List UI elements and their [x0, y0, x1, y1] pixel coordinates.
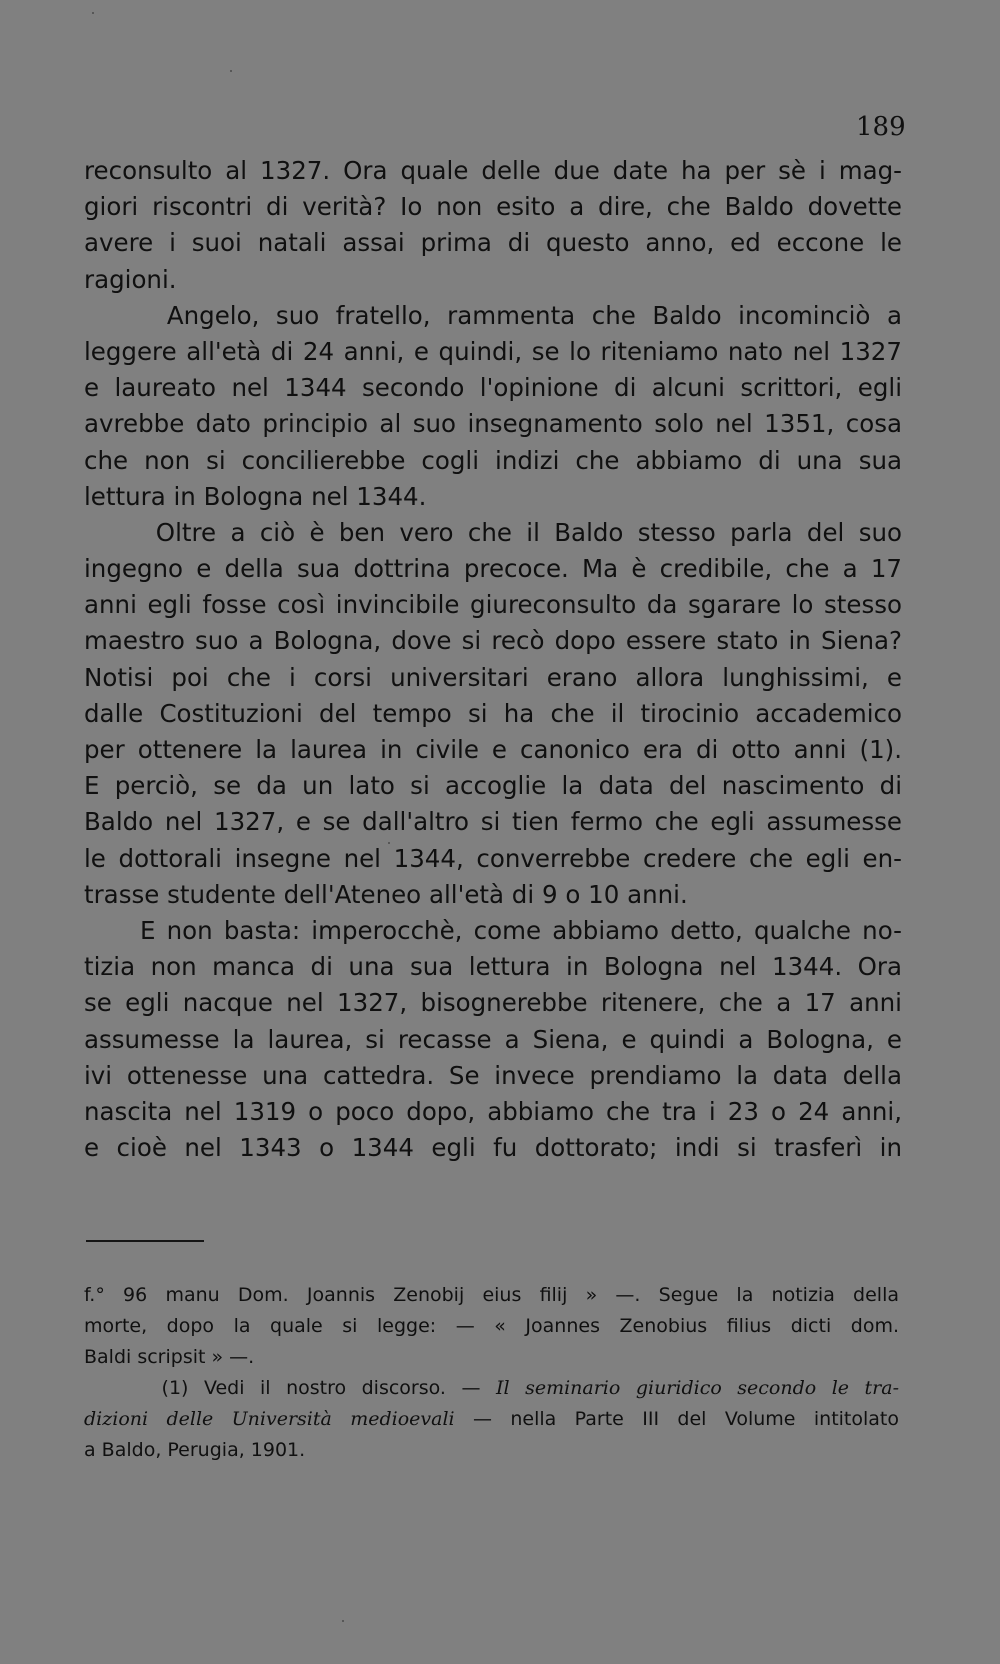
body-line: e laureato nel 1344 secondo l'opinione di alcuni scrittori, egli [84, 373, 902, 403]
footnote-text: — nella Parte III del Volume intitolato [454, 1408, 899, 1430]
footnote-title: dizioni delle Università medioevali [84, 1408, 455, 1430]
footnote-line [84, 1373, 899, 1404]
body-line: se egli nacque nel 1327, bisognerebbe ritenere, che a 17 anni [84, 988, 902, 1018]
body-line: ivi ottenesse una cattedra. Se invece prendiamo la data della [84, 1060, 902, 1090]
scan-speck [342, 1620, 344, 1622]
body-line: per ottenere la laurea in civile e canonico era di otto anni (1). [84, 735, 902, 764]
footnote-line: a Baldo, Perugia, 1901. [84, 1439, 306, 1461]
body-line: dalle Costituzioni del tempo si ha che il tirocinio accademico [84, 698, 902, 728]
body-line: anni egli fosse così invincibile giureconsulto da sgarare lo stesso [84, 590, 902, 620]
scan-speck [230, 70, 232, 72]
body-line: ingegno e della sua dottrina precoce. Ma è credibile, che a 17 [84, 554, 902, 584]
body-line: maestro suo a Bologna, dove si recò dopo essere stato in Siena? [84, 626, 902, 656]
scan-speck [388, 842, 390, 844]
body-line: reconsulto al 1327. Ora quale delle due date ha per sè i mag- [84, 156, 902, 185]
body-line: trasse studente dell'Ateneo all'età di 9 o 10 anni. [84, 879, 688, 909]
footnote-separator [86, 1240, 204, 1242]
footnote-line: Baldi scripsit » —. [84, 1346, 255, 1368]
footnote-line [84, 1404, 899, 1435]
footnote-line: f.° 96 manu Dom. Joannis Zenobij eius filij » —. Segue la notizia della [84, 1284, 899, 1306]
body-line: giori riscontri di verità? Io non esito a dire, che Baldo dovette [84, 192, 902, 222]
body-line: che non si concilierebbe cogli indizi che abbiamo di una sua [84, 445, 902, 475]
footnote-line: morte, dopo la quale si legge: — « Joannes Zenobius filius dicti dom. [84, 1315, 899, 1337]
body-line: avrebbe dato principio al suo insegnamento solo nel 1351, cosa [84, 409, 902, 439]
footnote-title: Il seminario giuridico secondo le tra- [495, 1377, 900, 1399]
footnotes [84, 1280, 899, 1466]
body-text [84, 153, 902, 1166]
body-line: nascita nel 1319 o poco dopo, abbiamo che tra i 23 o 24 anni, [84, 1096, 902, 1126]
body-line: Baldo nel 1327, e se dall'altro si tien fermo che egli assumesse [84, 807, 902, 837]
body-line: avere i suoi natali assai prima di questo anno, ed eccone le [84, 228, 902, 258]
body-line: tizia non manca di una sua lettura in Bologna nel 1344. Ora [84, 952, 902, 982]
page-number: 189 [856, 112, 906, 142]
body-line: assumesse la laurea, si recasse a Siena, e quindi a Bologna, e [84, 1024, 902, 1054]
body-line: leggere all'età di 24 anni, e quindi, se lo riteniamo nato nel 1327 [84, 336, 902, 366]
footnote-text: (1) Vedi il nostro discorso. — [84, 1377, 496, 1399]
body-line: Oltre a ciò è ben vero che il Baldo stesso parla del suo [84, 517, 902, 547]
body-line: ragioni. [84, 264, 177, 294]
body-line: Angelo, suo fratello, rammenta che Baldo incominciò a [84, 300, 902, 330]
body-line: e cioè nel 1343 o 1344 egli fu dottorato; indi si trasferì in [84, 1133, 902, 1163]
scan-speck [92, 12, 94, 14]
body-line: E perciò, se da un lato si accoglie la data del nascimento di [84, 771, 902, 801]
body-line: Notisi poi che i corsi universitari erano allora lunghissimi, e [84, 662, 902, 692]
body-line: le dottorali insegne nel 1344, converrebbe credere che egli en- [84, 843, 902, 873]
body-line: lettura in Bologna nel 1344. [84, 481, 427, 511]
body-line: E non basta: imperocchè, come abbiamo detto, qualche no- [84, 915, 902, 945]
